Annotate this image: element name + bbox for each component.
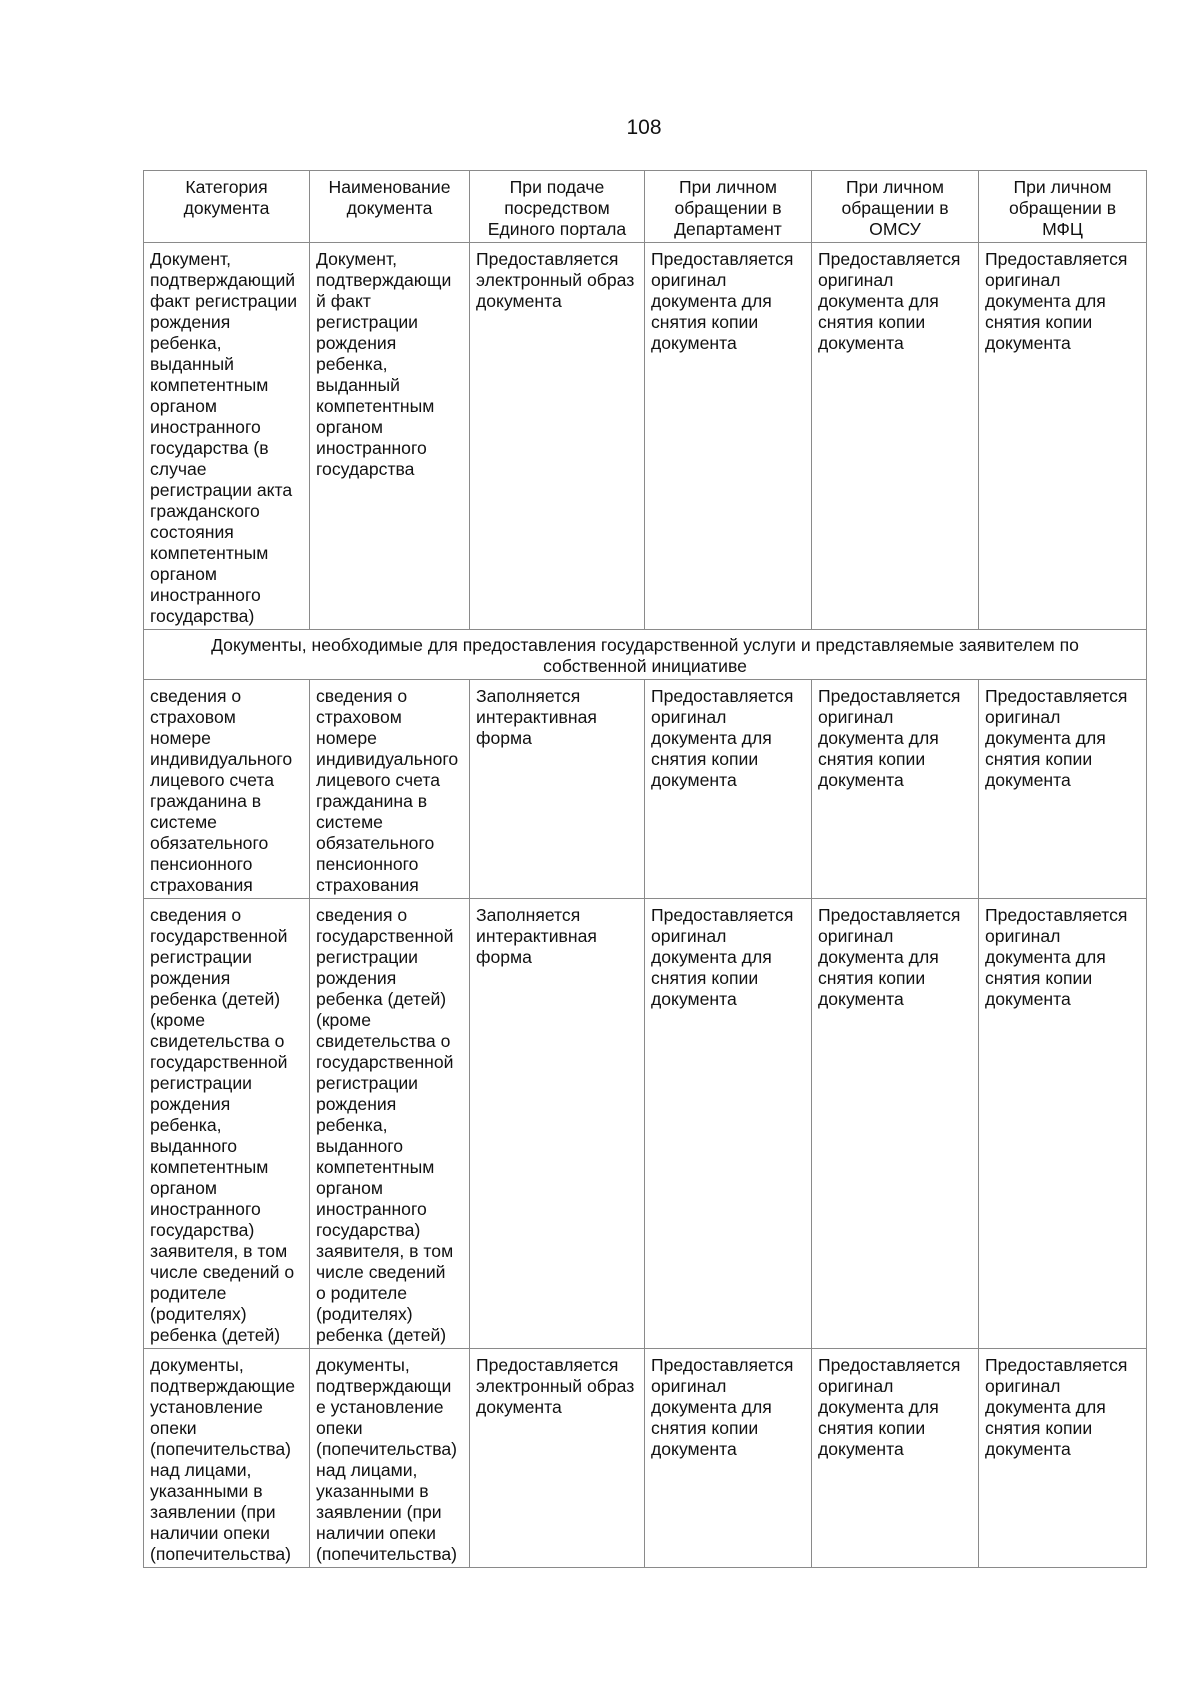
header-document-category: Категория документа (144, 171, 310, 243)
cell-name: сведения о государственной регистрации рождения ребенка (детей) (кроме свидетельства о государственной регистрации рождения ребенка, выданного компетентным органом иностранного государства) заявителя, в том числе сведений о родителе (родителях) ребенка (детей) (310, 899, 470, 1349)
cell-omsu: Предоставляется оригинал документа для снятия копии документа (812, 899, 979, 1349)
cell-department: Предоставляется оригинал документа для снятия копии документа (645, 899, 812, 1349)
cell-portal: Заполняется интерактивная форма (470, 899, 645, 1349)
header-department: При личном обращении в Департамент (645, 171, 812, 243)
cell-department: Предоставляется оригинал документа для снятия копии документа (645, 243, 812, 630)
cell-department: Предоставляется оригинал документа для снятия копии документа (645, 680, 812, 899)
cell-mfc: Предоставляется оригинал документа для снятия копии документа (979, 1349, 1147, 1568)
cell-omsu: Предоставляется оригинал документа для снятия копии документа (812, 1349, 979, 1568)
cell-mfc: Предоставляется оригинал документа для снятия копии документа (979, 243, 1147, 630)
cell-category: Документ, подтверждающий факт регистрации рождения ребенка, выданный компетентным органом иностранного государства (в случае регистрации акта гражданского состояния компетентным органом иностранного государства) (144, 243, 310, 630)
table-row (144, 243, 1147, 630)
header-unified-portal: При подаче посредством Единого портала (470, 171, 645, 243)
cell-mfc: Предоставляется оригинал документа для снятия копии документа (979, 680, 1147, 899)
cell-name: сведения о страховом номере индивидуального лицевого счета гражданина в системе обязательного пенсионного страхования (310, 680, 470, 899)
header-mfc: При личном обращении в МФЦ (979, 171, 1147, 243)
cell-category: сведения о страховом номере индивидуального лицевого счета гражданина в системе обязательного пенсионного страхования (144, 680, 310, 899)
cell-category: документы, подтверждающие установление опеки (попечительства) над лицами, указанными в заявлении (при наличии опеки (попечительства) (144, 1349, 310, 1568)
section-title: Документы, необходимые для предоставления государственной услуги и представляемые заявителем по собственной инициативе (144, 630, 1147, 680)
cell-name: документы, подтверждающи е установление опеки (попечительства) над лицами, указанными в заявлении (при наличии опеки (попечительства) (310, 1349, 470, 1568)
cell-department: Предоставляется оригинал документа для снятия копии документа (645, 1349, 812, 1568)
header-omsu: При личном обращении в ОМСУ (812, 171, 979, 243)
table-row (144, 680, 1147, 899)
cell-portal: Предоставляется электронный образ документа (470, 1349, 645, 1568)
cell-mfc: Предоставляется оригинал документа для снятия копии документа (979, 899, 1147, 1349)
cell-category: сведения о государственной регистрации рождения ребенка (детей) (кроме свидетельства о государственной регистрации рождения ребенка, выданного компетентным органом иностранного государства) заявителя, в том числе сведений о родителе (родителях) ребенка (детей) (144, 899, 310, 1349)
page-number: 108 (626, 116, 662, 139)
cell-omsu: Предоставляется оригинал документа для снятия копии документа (812, 680, 979, 899)
table-row (144, 1349, 1147, 1568)
documents-table (143, 170, 1147, 1568)
table-header-row (144, 171, 1147, 243)
header-document-name: Наименование документа (310, 171, 470, 243)
table-row (144, 899, 1147, 1349)
cell-portal: Заполняется интерактивная форма (470, 680, 645, 899)
cell-portal: Предоставляется электронный образ документа (470, 243, 645, 630)
cell-name: Документ, подтверждающи й факт регистрации рождения ребенка, выданный компетентным органом иностранного государства (310, 243, 470, 630)
cell-omsu: Предоставляется оригинал документа для снятия копии документа (812, 243, 979, 630)
section-row (144, 630, 1147, 680)
